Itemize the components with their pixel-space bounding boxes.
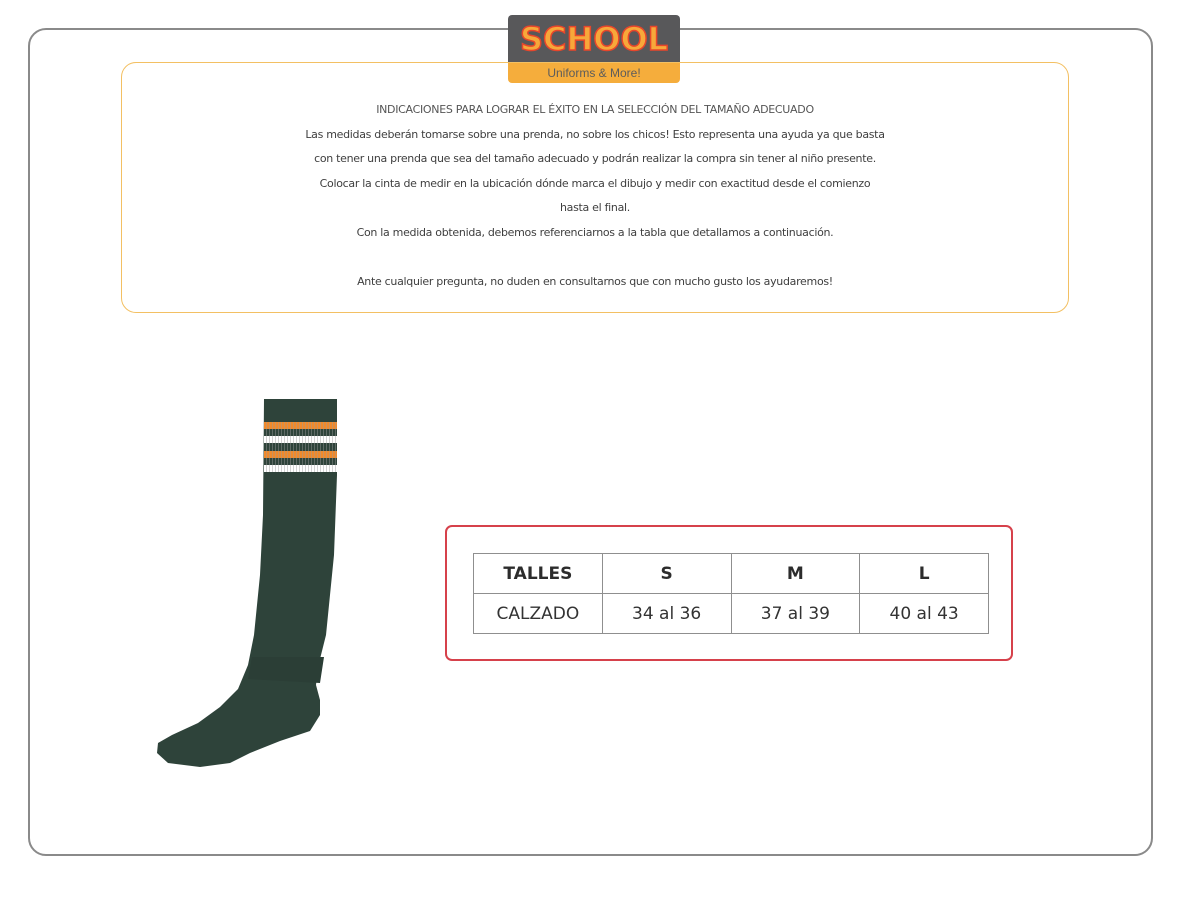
cell-size-s: 34 al 36 <box>602 594 731 634</box>
logo-tagline: Uniforms & More! <box>508 62 680 83</box>
instructions-closing: Ante cualquier pregunta, no duden en consultarnos que con mucho gusto los ayudaremos! <box>357 275 833 289</box>
cell-size-m: 37 al 39 <box>731 594 860 634</box>
instructions-title: INDICACIONES PARA LOGRAR EL ÉXITO EN LA SELECCIÓN DEL TAMAÑO ADECUADO <box>376 103 814 116</box>
row-label-calzado: CALZADO <box>474 594 603 634</box>
instructions-line: Con la medida obtenida, debemos referenciarnos a la tabla que detallamos a continuación. <box>356 225 834 239</box>
sock-illustration <box>150 395 350 775</box>
instructions-line: Colocar la cinta de medir en la ubicación dónde marca el dibujo y medir con exactitud desde el comienzo <box>319 176 871 190</box>
logo-brand-text: SCHOOL <box>519 19 669 58</box>
header-cell-s: S <box>602 554 731 594</box>
instructions-line: con tener una prenda que sea del tamaño adecuado y podrán realizar la compra sin tener al niño presente. <box>314 152 876 166</box>
header-cell-talles: TALLES <box>474 554 603 594</box>
header-cell-l: L <box>860 554 989 594</box>
table-row <box>474 594 989 634</box>
header-cell-m: M <box>731 554 860 594</box>
size-table <box>473 553 989 634</box>
spacer <box>122 246 1068 271</box>
logo-brand-bar <box>508 15 680 62</box>
sock-ankle-band <box>248 657 324 683</box>
instructions-line: hasta el final. <box>559 201 630 215</box>
instructions-line: Las medidas deberán tomarse sobre una prenda, no sobre los chicos! Esto representa una ayuda ya que basta <box>305 127 885 141</box>
size-table-box <box>445 525 1013 661</box>
sock-rib-texture <box>264 422 337 472</box>
table-header-row <box>474 554 989 594</box>
cell-size-l: 40 al 43 <box>860 594 989 634</box>
instructions-box <box>121 62 1069 313</box>
